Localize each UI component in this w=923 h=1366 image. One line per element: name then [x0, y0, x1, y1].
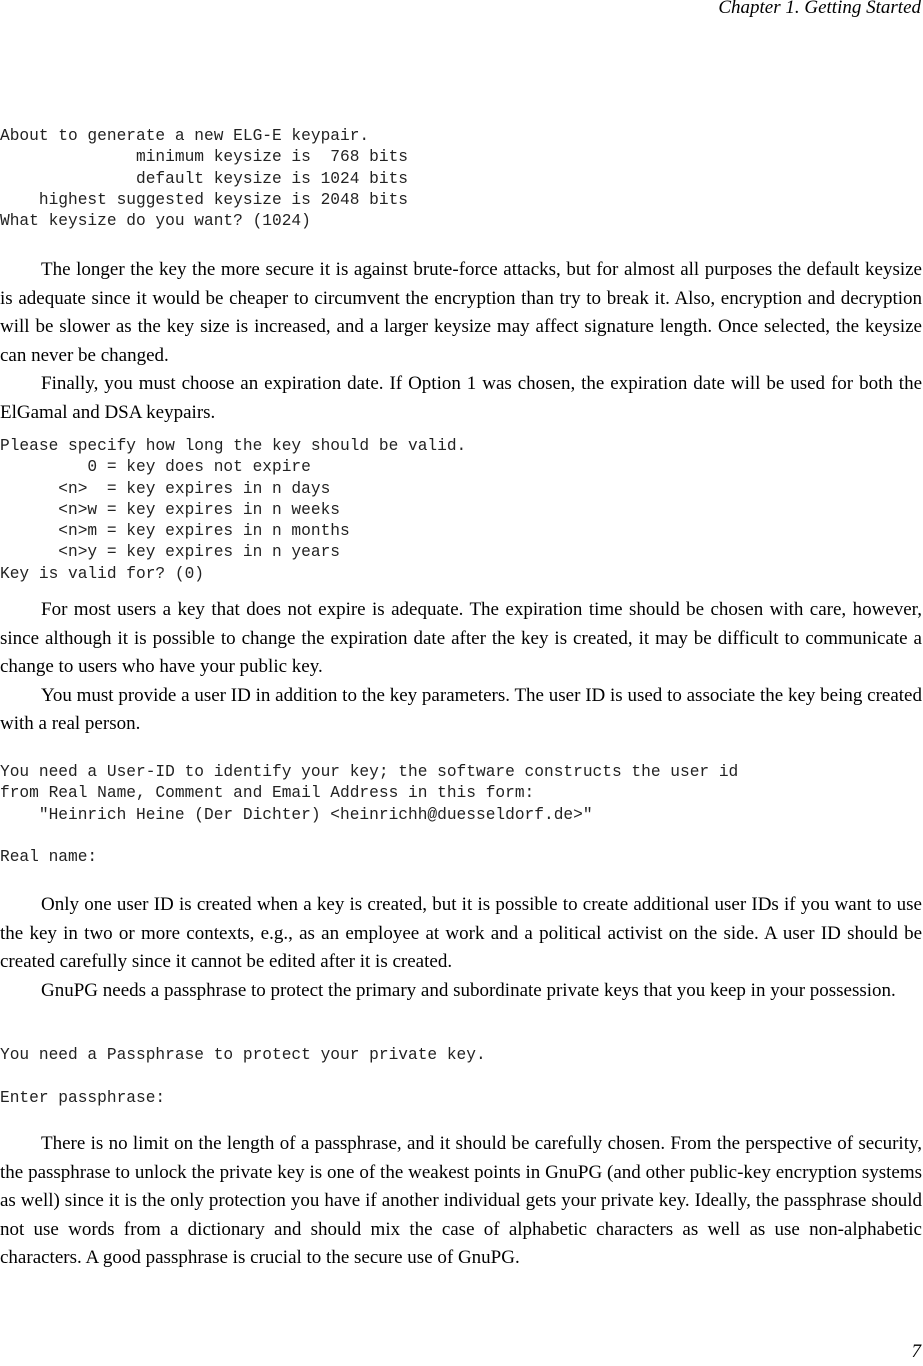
- code-block-validity: [0, 436, 466, 585]
- paragraph-group-2: [0, 596, 922, 739]
- code-line: <n>w = key expires in n weeks: [0, 500, 340, 519]
- paragraph-group-3: [0, 891, 922, 1005]
- code-line: Please specify how long the key should be valid.: [0, 437, 467, 455]
- paragraph: Only one user ID is created when a key is created, but it is possible to create additional user IDs if you want to use the key in two or more contexts, e.g., as an employee at work and a political activist on the side. A user ID should be created carefully since it cannot be edited after it is created.: [0, 894, 922, 973]
- paragraph-group-1: [0, 256, 922, 428]
- code-line: About to generate a new ELG-E keypair.: [0, 127, 370, 145]
- code-line: What keysize do you want? (1024): [0, 212, 311, 231]
- code-line: You need a User-ID to identify your key; the software constructs the user id: [0, 763, 739, 781]
- code-line: default keysize is 1024 bits: [0, 169, 408, 188]
- code-line: highest suggested keysize is 2048 bits: [0, 190, 408, 209]
- code-line: Real name:: [0, 848, 98, 867]
- code-line: [0, 1066, 486, 1087]
- code-line: Enter passphrase:: [0, 1088, 166, 1107]
- paragraph: You must provide a user ID in addition to the key parameters. The user ID is used to associate the key being created with a real person.: [0, 684, 922, 735]
- paragraph: There is no limit on the length of a passphrase, and it should be carefully chosen. From the perspective of security, the passphrase to unlock the private key is one of the weakest points in GnuPG (and other public-key encryption systems as well) since it is the only protection you have if another individual gets your private key. Ideally, the passphrase should not use words from a dictionary and should mix the case of alphabetic characters as well as use non-alphabetic characters. A good passphrase is crucial to the secure use of GnuPG.: [0, 1133, 922, 1269]
- code-block-userid: [0, 762, 738, 868]
- paragraph: Finally, you must choose an expiration date. If Option 1 was chosen, the expiration date will be used for both the ElGamal and DSA keypairs.: [0, 373, 922, 423]
- code-line: from Real Name, Comment and Email Address in this form:: [0, 784, 535, 803]
- code-block-keysize: [0, 126, 408, 232]
- code-line: <n> = key expires in n days: [0, 479, 331, 498]
- code-line: You need a Passphrase to protect your private key.: [0, 1046, 486, 1064]
- paragraph: GnuPG needs a passphrase to protect the primary and subordinate private keys that you keep in your possession.: [41, 979, 896, 1001]
- code-line: Key is valid for? (0): [0, 564, 204, 583]
- running-header: Chapter 1. Getting Started: [718, 0, 921, 18]
- page-number: 7: [911, 1341, 921, 1362]
- paragraph: The longer the key the more secure it is against brute-force attacks, but for almost all purposes the default keysize is adequate since it would be cheaper to circumvent the encryption than try to break it. Also, encryption and decryption will be slower as the key size is increased, and a larger keysize may affect signature length. Once selected, the keysize can never be changed.: [0, 259, 922, 366]
- code-line: "Heinrich Heine (Der Dichter) <heinrichh@duesseldorf.de>": [0, 805, 593, 824]
- paragraph: For most users a key that does not expire is adequate. The expiration time should be chosen with care, however, since although it is possible to change the expiration date after the key is created, it may be difficult to communicate a change to users who have your public key.: [0, 599, 922, 678]
- code-line: <n>y = key expires in n years: [0, 543, 340, 562]
- code-block-passphrase: [0, 1045, 486, 1109]
- code-line: <n>m = key expires in n months: [0, 522, 350, 541]
- paragraph-group-4: [0, 1130, 922, 1273]
- code-line: 0 = key does not expire: [0, 458, 311, 477]
- code-line: minimum keysize is 768 bits: [0, 148, 408, 167]
- code-line: [0, 826, 738, 847]
